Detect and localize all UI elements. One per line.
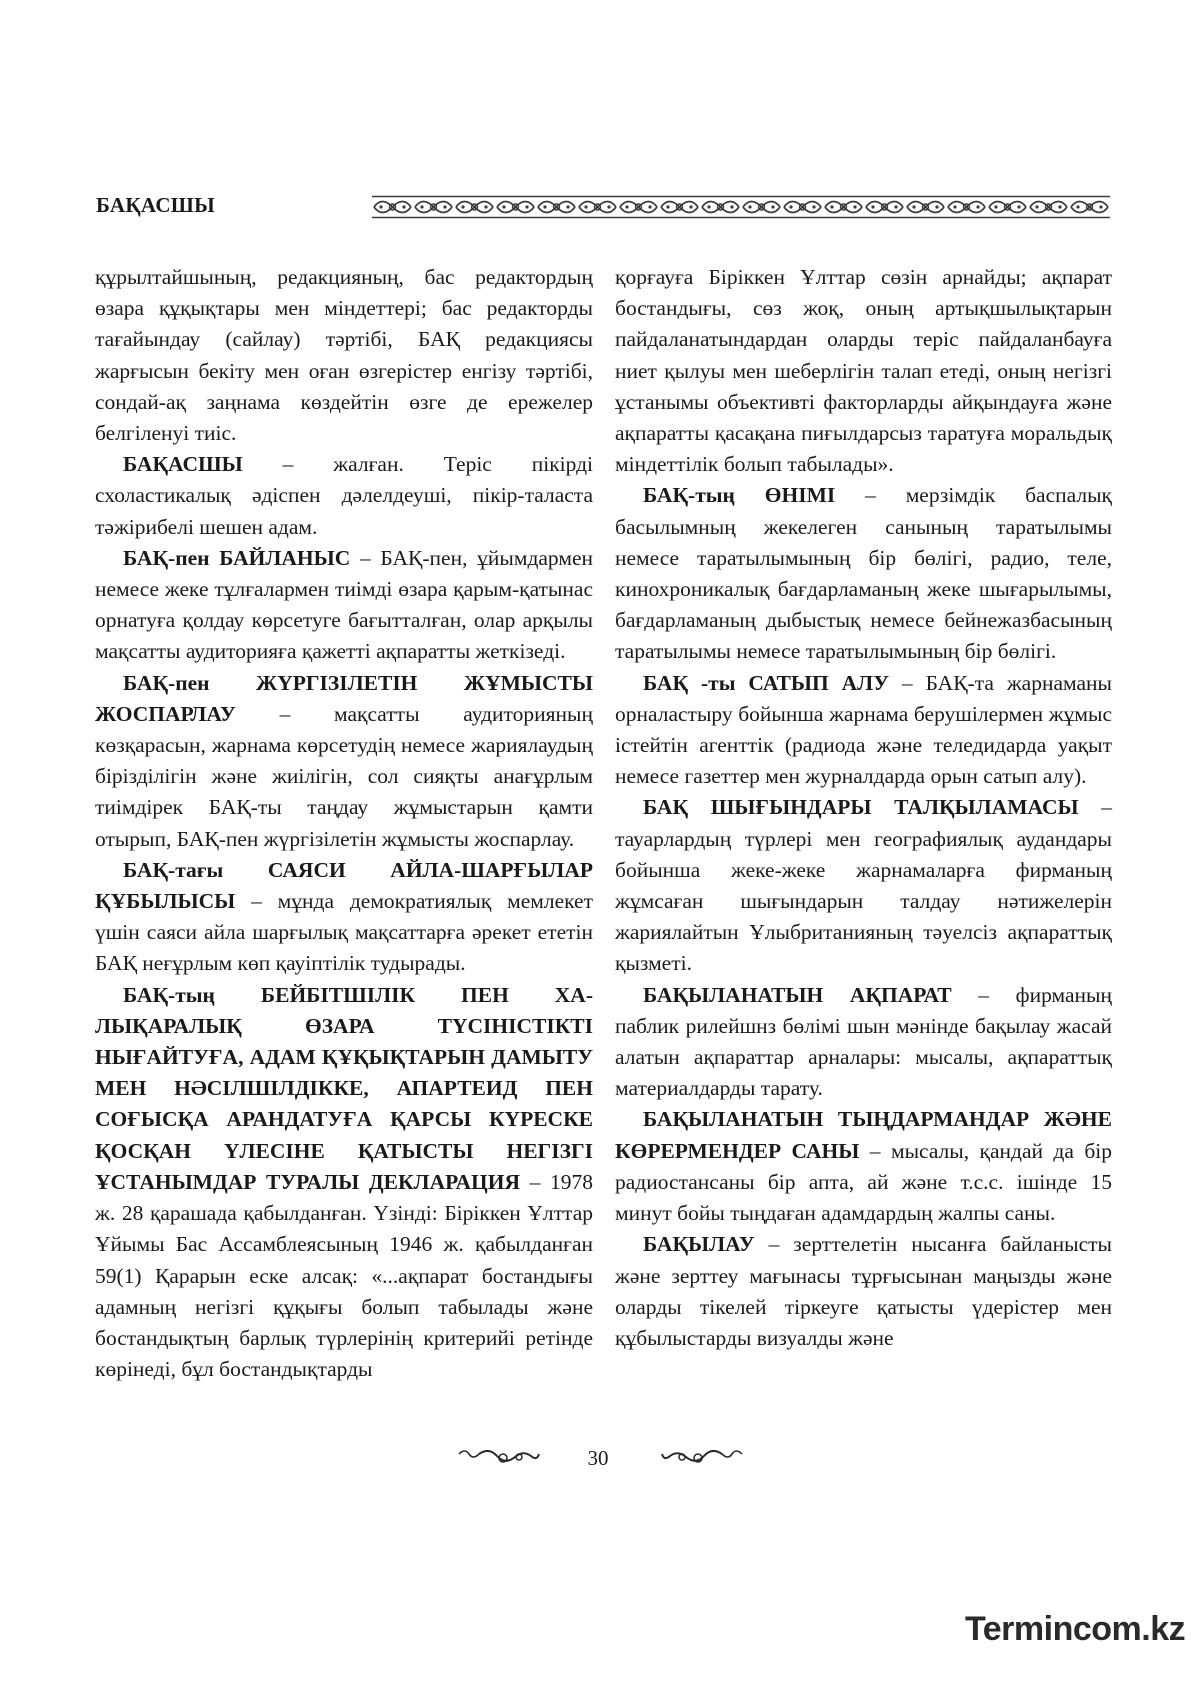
entry-text: – мұнда демократиялық мемлекет үшін саяси айла шарғылық мақсаттарға әрекет ететін БАҚ неғұрлым көп қауіптілік тудырады.: [95, 889, 593, 976]
entry-paragraph: [615, 668, 1112, 793]
entry-paragraph: [615, 980, 1112, 1105]
entry-paragraph: [615, 792, 1112, 979]
entry-term: БАҚЫЛАУ: [643, 1232, 755, 1257]
entry-term: БАҚ-тың БЕЙБІТШІЛІК ПЕН ХАЛЫҚАРАЛЫҚ ӨЗАРА ТҮСІНІСТІКТІ НЫҒАЙТУҒА, АДАМ ҚҰҚЫҚТАРЫН ДАМЫТУ МЕН НӘСІЛШІЛДІККЕ, АПАРТЕИД ПЕН СОҒЫСҚА АРАНДАТУҒА ҚАРСЫ КҮРЕСКЕ ҚОСҚАН ҮЛЕСІНЕ ҚАТЫСТЫ НЕГІЗГІ ҰСТАНЫМДАР ТУРАЛЫ ДЕКЛАРАЦИЯ: [95, 982, 593, 1194]
right-column: [615, 262, 1112, 1354]
entry-text: – БАҚ-та жарнаманы орналастыру бойынша жарнама берушілермен жұмыс істейтін агенттік (радиода және теледидарда уақыт немесе газеттер мен журналдарда орын сатып алу).: [615, 670, 1112, 789]
entry-text: – БАҚ-пен, ұйымдармен немесе жеке тұлғалармен тиімді өзара қарым-қатынас орнатуға қолдау көрсетуге бағытталған, олар арқылы мақсатты аудиторияға қажетті ақпаратты жеткізеді.: [95, 545, 593, 664]
entry-paragraph: [95, 449, 593, 543]
entry-term: БАҚАСШЫ: [123, 452, 243, 477]
entry-text: – мерзімдік баспалық басылымның жекелеген санының таратылымы немесе таратылымының бір бөлігі, радио, теле, кинохроникалық бағдарламаның жеке шығарылымы, бағдарламаның дыбыстық немесе бейнежазбасының таратылымы немесе таратылымының бір бөлігі.: [615, 483, 1112, 664]
footer-ornament-left: [455, 1446, 541, 1468]
entry-paragraph: [615, 1104, 1112, 1229]
footer-ornament-right: [660, 1446, 746, 1468]
entry-text: – зерттелетін нысанға байланысты және зерттеу мағынасы тұрғысынан маңызды және оларды тікелей тіркеуге қатысты үдерістер мен құбылыстарды визуалды және: [615, 1232, 1112, 1350]
entry-text: – мақсатты аудиторияның көзқарасын, жарнама көрсетудің немесе жариялаудың бірізділігін және жиілігін, сол сияқты анағұрлым тиімдірек БАҚ-ты таңдау жұмыстарын қамти отырып, БАҚ-пен жүргізілетін жұмысты жоспарлау.: [95, 701, 593, 851]
entry-text: қорғауға Біріккен Ұлттар сөзін арнайды; ақпарат бостандығы, сөз жоқ, оның артықшылықтарын пайдаланатындардан оларды теріс пайдаланбауға ниет қылуы мен шеберлігін талап етеді, оның негізгі ұстанымы объективті факторларды айқындауға және ақпаратты қасақана пиғылдарсыз таратуға моральдық міндеттілік болып табылады».: [615, 265, 1112, 477]
entry-paragraph: [95, 262, 593, 449]
entry-term: БАҚ-тың ӨНІМІ: [643, 483, 836, 508]
entry-term: БАҚЫЛАНАТЫН ТЫҢДАРМАНДАР ЖӘНЕ КӨРЕРМЕНДЕР САНЫ: [615, 1107, 1112, 1163]
entry-term: БАҚ-пен БАЙЛАНЫС: [123, 545, 351, 570]
entry-paragraph: [95, 855, 593, 980]
entry-term: БАҚ-пен ЖҮРГІЗІЛЕТІН ЖҰМЫСТЫ ЖОСПАРЛАУ: [95, 670, 593, 726]
entry-paragraph: [95, 543, 593, 668]
running-header-title: БАҚАСШЫ: [96, 193, 216, 217]
header-ornament-border: [372, 195, 1110, 219]
entry-text: – 1978 ж. 28 қарашада қабылданған. Үзінді: Біріккен Ұлттар Ұйымы Бас Ассамблеясының 1946 ж. қабылданған 59(1) Қарарын еске алсақ: «...ақпарат бостандығы адамның негізгі құқығы болып табылады және бостандықтың барлық түрлерінің критерийі ретінде көрінеді, бұл бостандықтарды: [95, 1169, 593, 1382]
left-column: [95, 262, 593, 1385]
entry-term: БАҚ-тағы САЯСИ АЙЛА-ШАРҒЫЛАР ҚҰБЫЛЫСЫ: [95, 857, 593, 914]
entry-paragraph: [95, 980, 593, 1386]
page-number: 30: [587, 1446, 609, 1470]
entry-text: құрылтайшының, редакцияның, бас редактордың өзара құқықтары мен міндеттері; бас редакторды тағайындау (сайлау) тәртібі, БАҚ редакциясы жарғысын бекіту мен оған өзгерістер енгізу тәртібі, сондай-ақ заңнама көздейтін өзге де ережелер белгіленуі тиіс.: [95, 265, 593, 446]
entry-term: БАҚ ШЫҒЫНДАРЫ ТАЛҚЫЛАМАСЫ: [643, 795, 1079, 820]
entry-paragraph: [95, 668, 593, 855]
entry-text: – мысалы, қандай да бір радиостансаны бір апта, ай және т.с.с. ішінде 15 минут бойы тыңдаған адамдардың жалпы саны.: [615, 1138, 1112, 1226]
entry-paragraph: [615, 262, 1112, 480]
entry-paragraph: [615, 480, 1112, 667]
entry-text: – фирманың паблик рилейшнз бөлімі шын мәнінде бақылау жасай алатын ақпараттар арналары: мысалы, ақпараттық материалдарды тарату.: [615, 982, 1112, 1101]
entry-term: БАҚ -ты САТЫП АЛУ: [643, 670, 889, 695]
entry-text: – тауарлардың түрлері мен географиялық аудандары бойынша жеке-жеке жарнамаларға фирманың жұмсаған шығындарын талдау нәтижелерін жариялайтын Ұлыбританияның тәуелсіз ақпараттық қызметі.: [615, 795, 1113, 976]
entry-text: – жалған. Теріс пікірді схоластикалық әдіспен дәлелдеуші, пікір-таласта тәжірибелі шешен адам.: [95, 452, 593, 539]
entry-term: БАҚЫЛАНАТЫН АҚПАРАТ: [643, 982, 952, 1007]
entry-paragraph: [615, 1229, 1112, 1354]
watermark-logo: Termincom.kz: [965, 1610, 1186, 1648]
